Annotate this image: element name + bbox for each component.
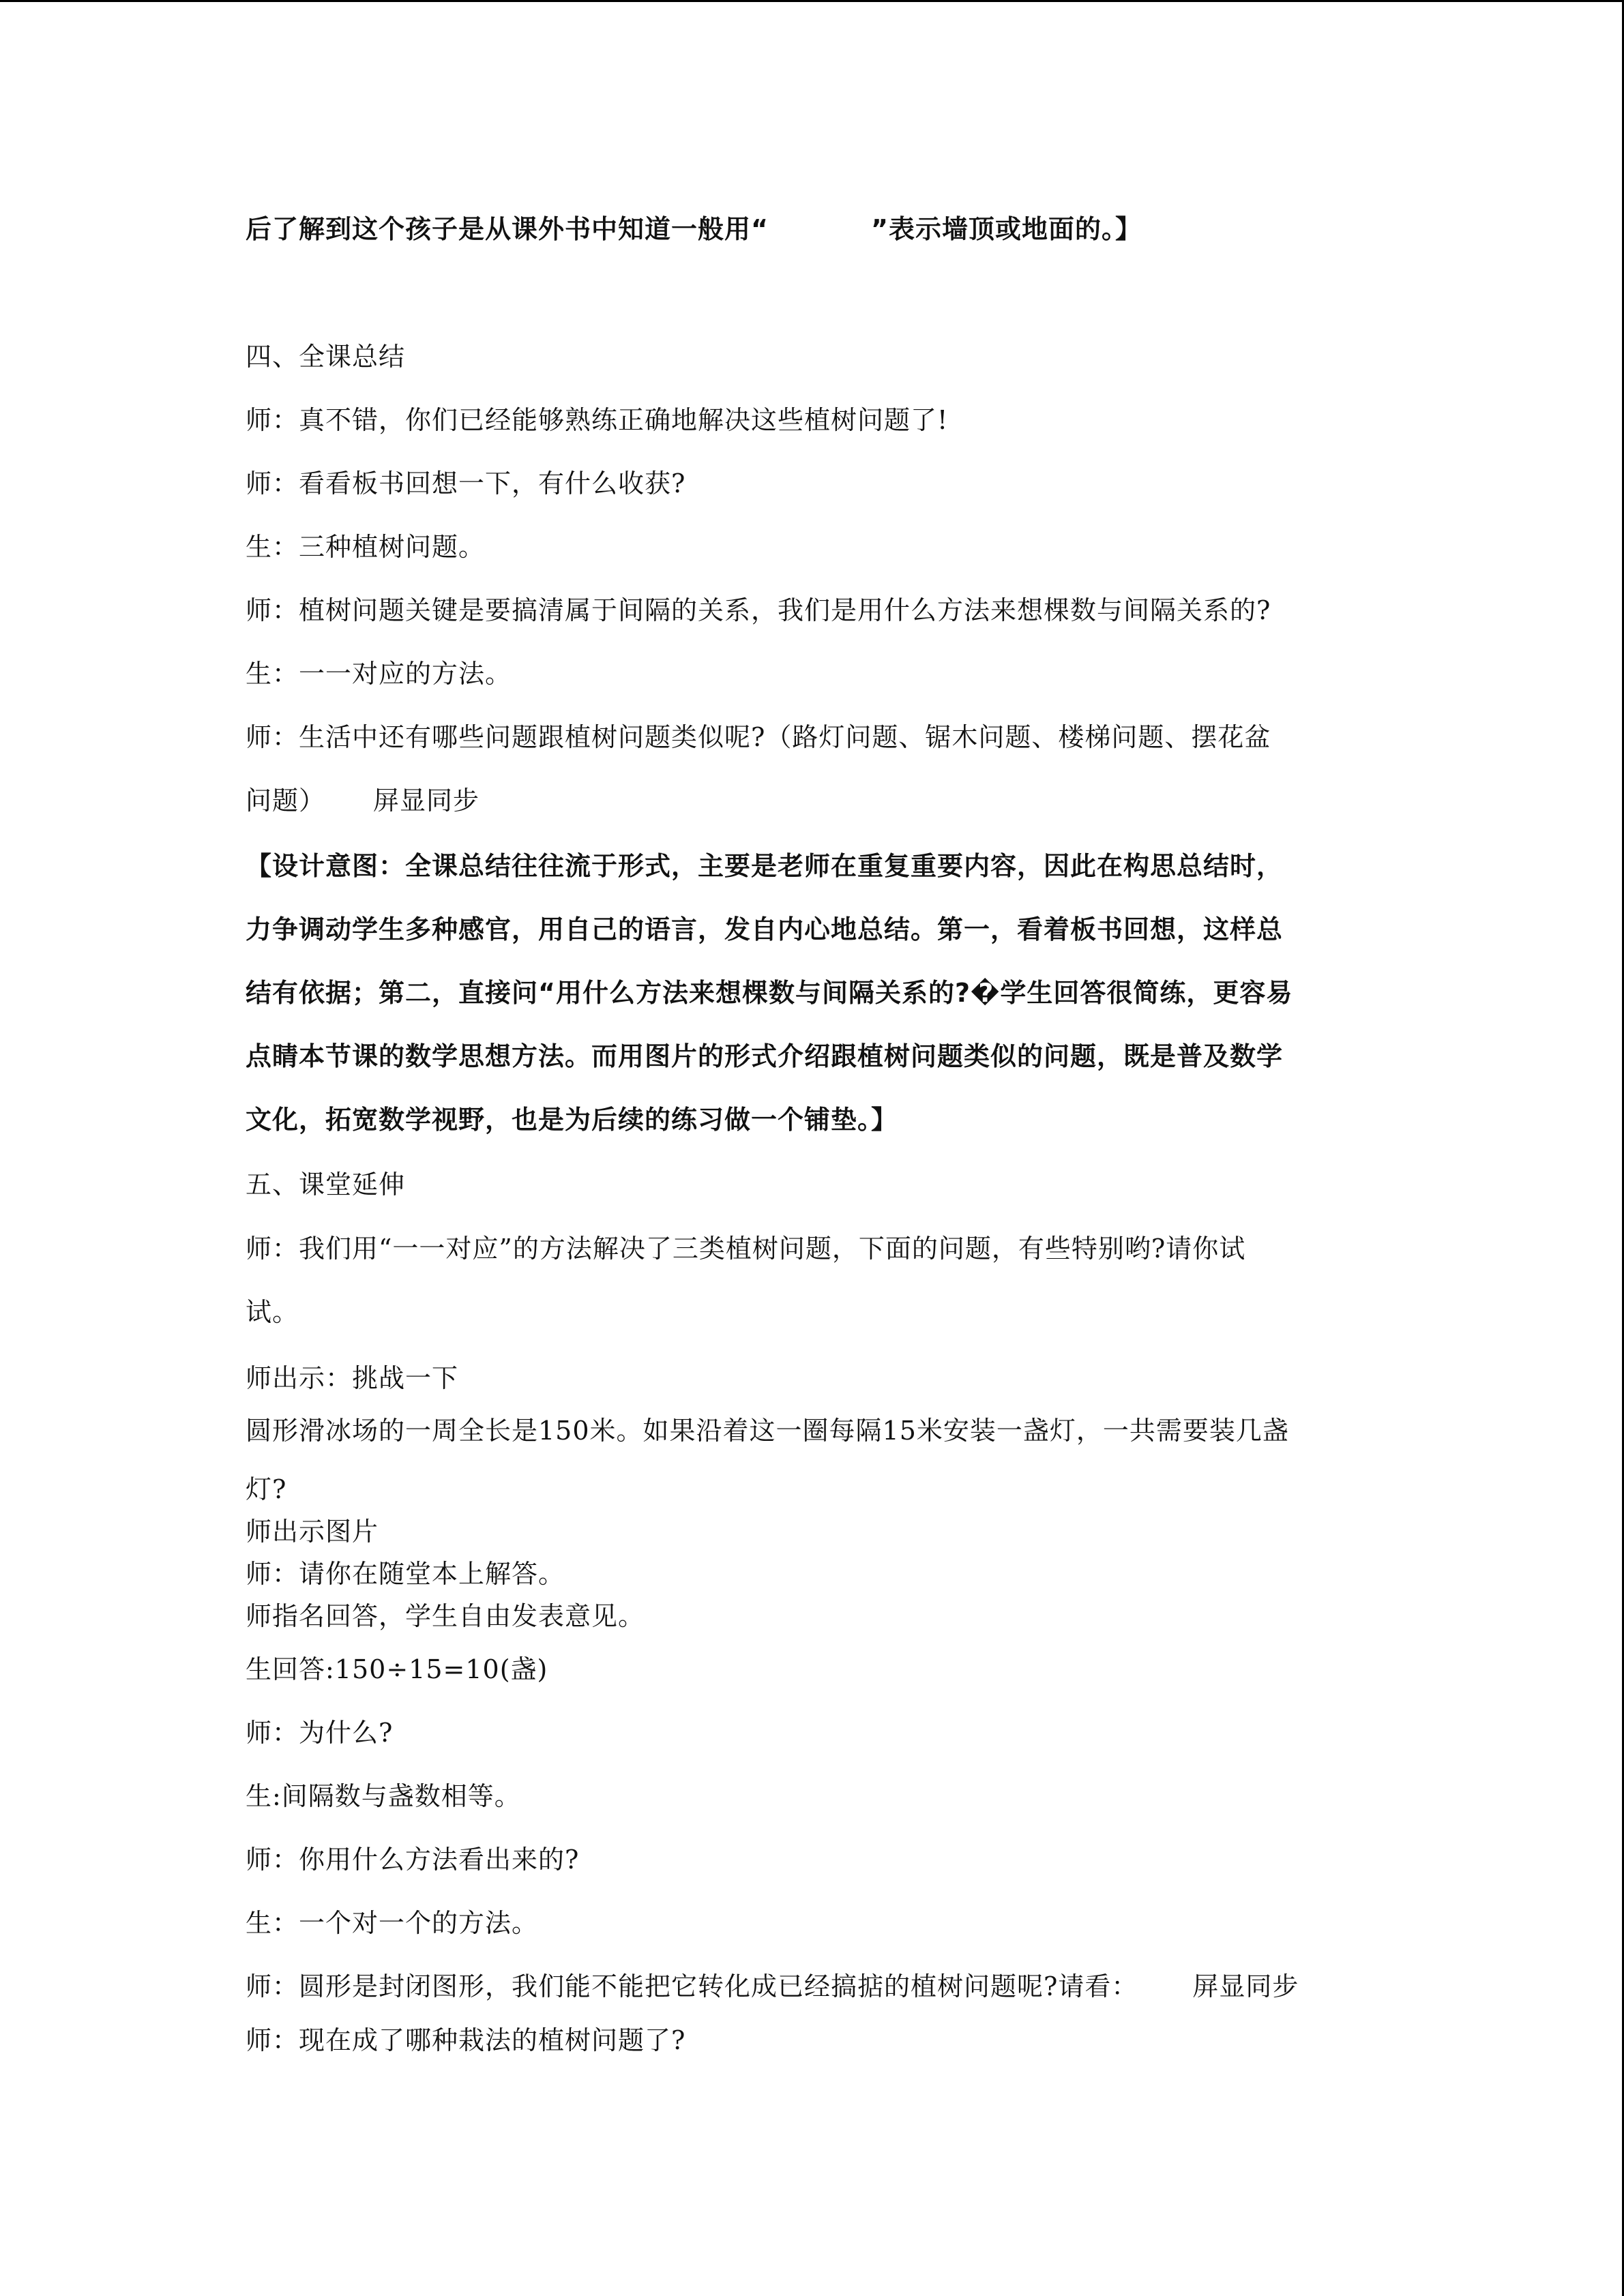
- section5-line-10: 师：为什么?: [246, 1718, 394, 1748]
- page-top-border: [0, 0, 1624, 2]
- screen-sync-note-2: 屏显同步: [1192, 1971, 1299, 2001]
- section5-line-13: 生：一个对一个的方法。: [246, 1908, 539, 1938]
- section4-line-2: 师：看看板书回想一下，有什么收获?: [246, 468, 686, 498]
- intro-bold-text-1: 后了解到这个孩子是从课外书中知道一般用“: [246, 214, 769, 244]
- section4-line-7: [246, 784, 479, 817]
- section4-line-6: 师：生活中还有哪些问题跟植树问题类似呢?（路灯问题、锯木问题、楼梯问题、摆花盆: [246, 722, 1271, 752]
- design-note-line-2: 力争调动学生多种感官，用自己的语言，发自内心地总结。第一，看着板书回想，这样总: [246, 914, 1284, 944]
- section5-line-12: 师：你用什么方法看出来的?: [246, 1845, 580, 1875]
- section5-line-14-text: 师：圆形是封闭图形，我们能不能把它转化成已经搞掂的植树问题呢?请看：: [246, 1971, 1138, 2001]
- intro-bold-text-2: ”表示墙顶或地面的。】: [870, 214, 1142, 244]
- section5-line-2: 试。: [246, 1297, 299, 1327]
- section4-line-7-text: 问题）: [246, 786, 326, 816]
- design-note-line-3: 结有依据；第二，直接问“用什么方法来想棵数与间隔关系的?�学生回答很简练，更容易: [246, 978, 1293, 1008]
- intro-bold-line: [246, 213, 1142, 245]
- section5-line-14: [246, 1970, 1299, 2003]
- design-note-line-5: 文化，拓宽数学视野，也是为后续的练习做一个铺垫。】: [246, 1105, 898, 1135]
- section5-line-11: 生:间隔数与盏数相等。: [246, 1781, 521, 1811]
- section4-line-1: 师：真不错，你们已经能够熟练正确地解决这些植树问题了!: [246, 405, 949, 435]
- section5-line-7: 师：请你在随堂本上解答。: [246, 1559, 565, 1589]
- section5-line-8: 师指名回答，学生自由发表意见。: [246, 1601, 645, 1631]
- section5-line-3: 师出示：挑战一下: [246, 1363, 459, 1393]
- section5-heading: 五、课堂延伸: [246, 1169, 406, 1199]
- design-note-line-1: 【设计意图：全课总结往往流于形式，主要是老师在重复重要内容，因此在构思总结时，: [246, 851, 1284, 881]
- section4-heading: 四、全课总结: [246, 342, 406, 372]
- section5-line-5: 灯?: [246, 1474, 287, 1504]
- section4-line-5: 生：一一对应的方法。: [246, 659, 512, 689]
- section5-line-1: 师：我们用“一一对应”的方法解决了三类植树问题，下面的问题，有些特别哟?请你试: [246, 1234, 1246, 1264]
- section4-line-4: 师：植树问题关键是要搞清属于间隔的关系，我们是用什么方法来想棵数与间隔关系的?: [246, 595, 1271, 625]
- section4-line-3: 生：三种植树问题。: [246, 532, 486, 562]
- section5-line-9: 生回答:150÷15=10(盏): [246, 1654, 548, 1684]
- screen-sync-note: 屏显同步: [373, 786, 480, 816]
- design-note-line-4: 点睛本节课的数学思想方法。而用图片的形式介绍跟植树问题类似的问题，既是普及数学: [246, 1041, 1284, 1071]
- section5-line-15: 师：现在成了哪种栽法的植树问题了?: [246, 2025, 686, 2055]
- section5-line-6: 师出示图片: [246, 1517, 379, 1547]
- section5-line-4: 圆形滑冰场的一周全长是150米。如果沿着这一圈每隔15米安装一盏灯，一共需要装几盏: [246, 1416, 1289, 1446]
